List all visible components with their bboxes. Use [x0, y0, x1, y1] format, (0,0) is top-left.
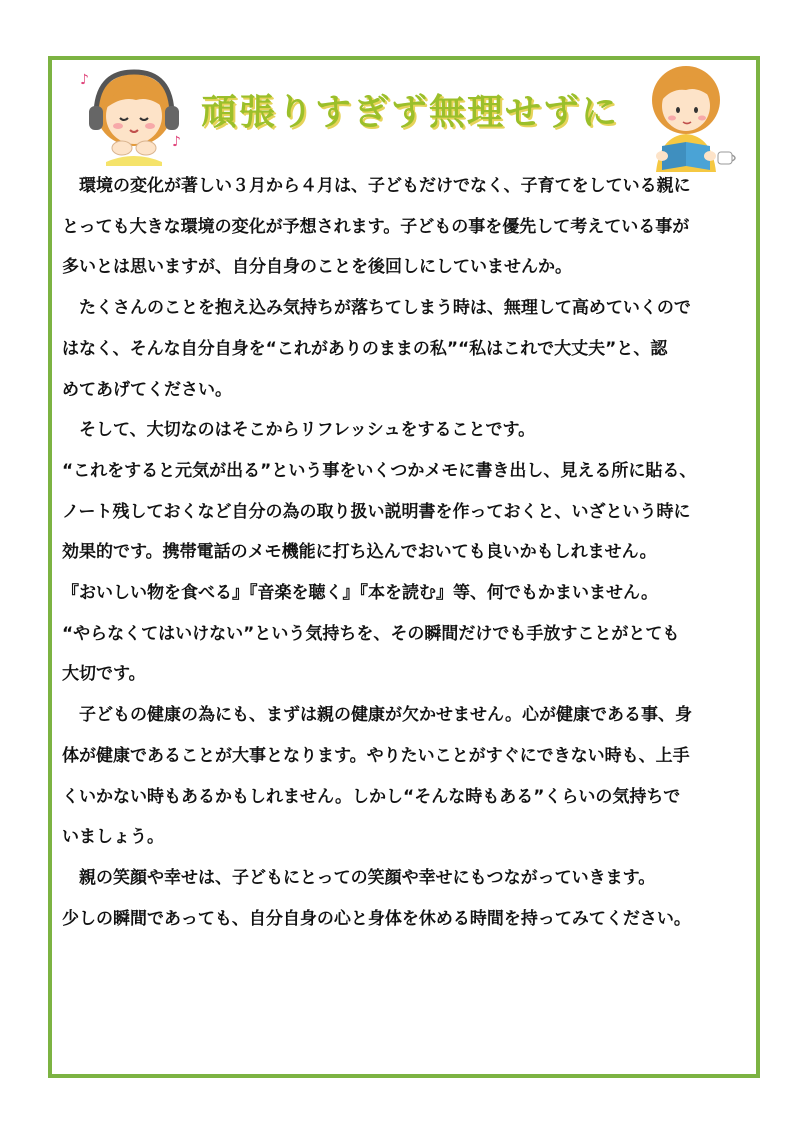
paragraph-1 [62, 166, 752, 288]
text-line: 子どもの健康の為にも、まずは親の健康が欠かせません。心が健康である事、身 [62, 705, 693, 726]
text-line: ノート残しておくなど自分の為の取り扱い説明書を作っておくと、いざという時に [62, 501, 691, 522]
page-title: 頑張りすぎず無理せずに [200, 92, 619, 133]
text-line: めてあげてください。 [62, 379, 232, 400]
paragraph-4 [62, 695, 752, 858]
text-line: 少しの瞬間であっても、自分自身の心と身体を休める時間を持ってみてください。 [62, 908, 691, 929]
paragraph-5 [62, 858, 752, 939]
text-line: 多いとは思いますが、自分自身のことを後回しにしていませんか。 [62, 257, 572, 278]
text-line: 環境の変化が著しい３月から４月は、子どもだけでなく、子育てをしている親に [62, 176, 691, 196]
text-line: “やらなくてはいけない”という気持ちを、その瞬間だけでも手放すことがとても [62, 623, 680, 644]
text-line: 効果的です。携帯電話のメモ機能に打ち込んでおいても良いかもしれません。 [62, 542, 657, 563]
text-line: 『おいしい物を食べる』『音楽を聴く』『本を読む』等、何でもかまいません。 [62, 583, 659, 604]
text-line: とっても大きな環境の変化が予想されます。子どもの事を優先して考えている事が [62, 216, 690, 237]
woman-reading-book-icon [640, 62, 740, 172]
text-line: いましょう。 [62, 827, 164, 848]
text-line: はなく、そんな自分自身を“これがありのままの私”“私はこれで大丈夫”と、認 [62, 338, 668, 359]
text-line: 親の笑顔や幸せは、子どもにとっての笑顔や幸せにもつながっていきます。 [62, 867, 656, 888]
woman-with-headphones-icon [76, 66, 196, 166]
article-body [62, 166, 752, 939]
text-line: “これをすると元気が出る”という事をいくつかメモに書き出し、見える所に貼る、 [62, 460, 697, 481]
paragraph-2 [62, 288, 752, 410]
paragraph-3 [62, 410, 752, 695]
svg-text:♪: ♪ [80, 72, 89, 88]
text-line: くいかない時もあるかもしれません。しかし“そんな時もある”くらいの気持ちで [62, 786, 681, 807]
text-line: そして、大切なのはそこからリフレッシュをすることです。 [62, 420, 536, 441]
svg-text:♪: ♪ [172, 134, 181, 150]
text-line: 大切です。 [62, 664, 146, 685]
text-line: たくさんのことを抱え込み気持ちが落ちてしまう時は、無理して高めていくので [62, 298, 691, 319]
text-line: 体が健康であることが大事となります。やりたいことがすぐにできない時も、上手 [62, 745, 690, 766]
